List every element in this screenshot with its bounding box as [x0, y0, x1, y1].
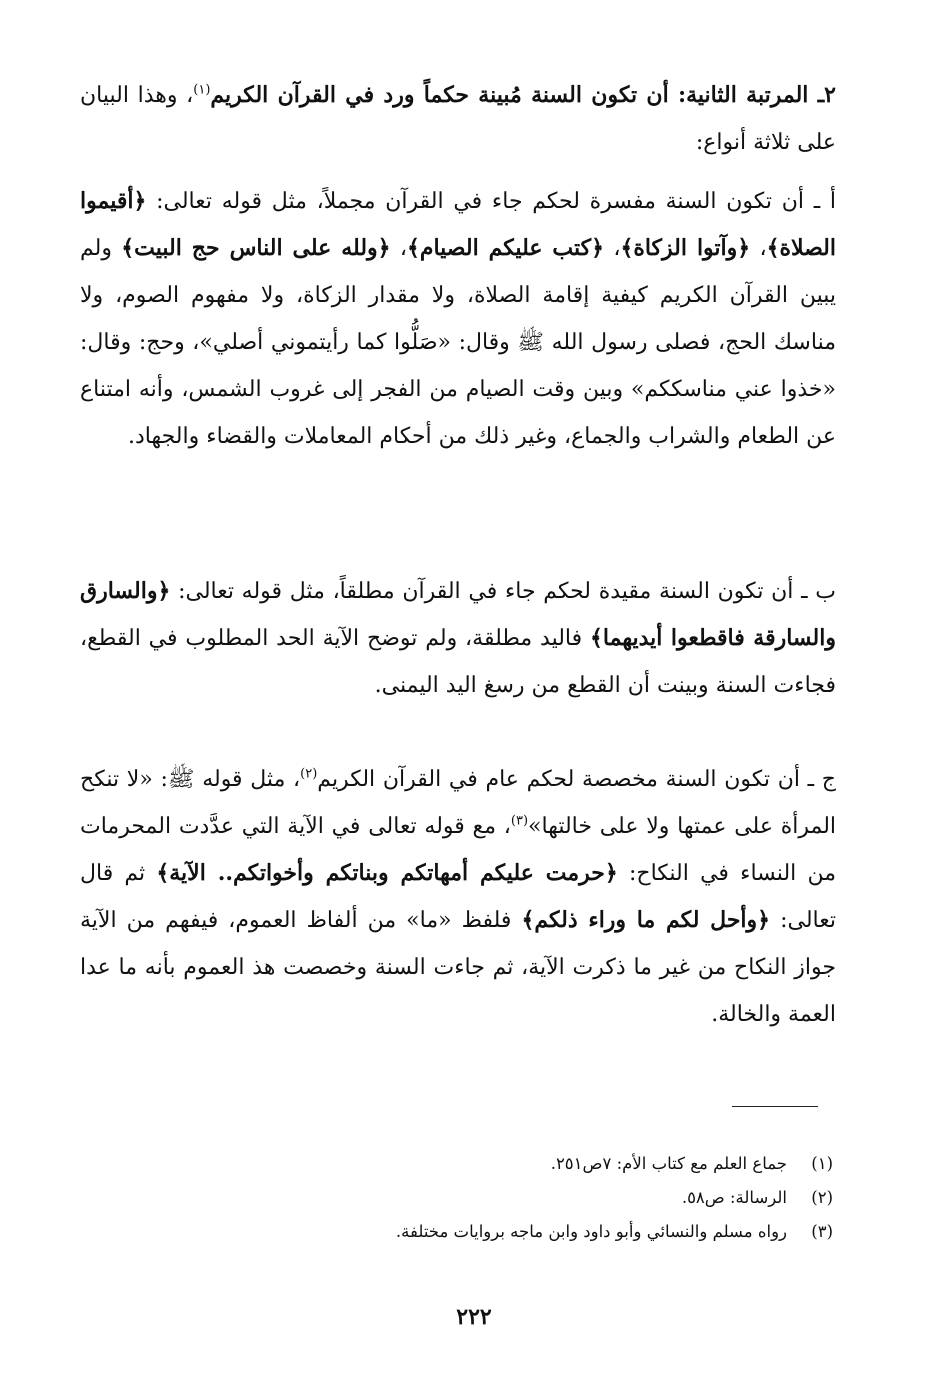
paragraph-text: ، وهذا البيان على ثلاثة أنواع:: [80, 83, 836, 155]
paragraph-text: ٢ـ المرتبة الثانية: أن تكون السنة مُبينة حكماً ورد في القرآن الكريم: [210, 82, 836, 108]
footnote-ref-2: (٢): [300, 766, 318, 782]
paragraph-text: ، مثل قوله ﷺ: «لا تنكح المرأة على عمتها ولا على خالتها»: [80, 767, 837, 839]
quran-quote: ﴿وأحل لكم ما وراء ذلكم﴾: [521, 907, 771, 933]
page-number: ٢٢٢: [456, 1304, 492, 1330]
paragraph-type-a: [80, 178, 836, 460]
quran-quote: ﴿ولله على الناس حج البيت﴾: [121, 235, 391, 261]
footnote-text: جماع العلم مع كتاب الأم: ٧ص٢٥١.: [550, 1154, 787, 1173]
paragraph-text: فاليد مطلقة، ولم توضح الآية الحد المطلوب في القطع، فجاءت السنة وبينت أن القطع من رسغ اليد اليمنى.: [80, 626, 836, 698]
footnote-text: الرسالة: ص٥٨.: [681, 1188, 787, 1207]
paragraph-text: ثم قال تعالى:: [80, 861, 836, 933]
footnote-number: (٢): [811, 1188, 833, 1207]
footnote-3: [80, 1215, 833, 1249]
paragraph-text: ،: [750, 236, 767, 261]
paragraph-text: أ ـ أن تكون السنة مفسرة لحكم جاء في القرآن مجملاً، مثل قوله تعالى:: [146, 189, 836, 214]
footnote-ref-1: (١): [193, 82, 211, 98]
footnote-divider: [732, 1106, 818, 1107]
quran-quote: ﴿والسارق والسارقة فاقطعوا أيديهما﴾: [80, 578, 836, 651]
quran-quote: ﴿كتب عليكم الصيام﴾: [406, 235, 605, 261]
footnote-number: (٣): [811, 1222, 833, 1241]
paragraph-second-rank: [80, 72, 836, 166]
footnote-ref-3: (٣): [510, 813, 529, 829]
footnote-text: رواه مسلم والنسائي وأبو داود وابن ماجه بروايات مختلفة.: [395, 1222, 787, 1241]
quran-quote: ﴿حرمت عليكم أمهاتكم وبناتكم وأخواتكم.. الآية﴾: [156, 860, 618, 886]
footnote-2: [80, 1181, 833, 1215]
paragraph-text: ، مع قوله تعالى في الآية التي عدَّدت المحرمات من النساء في النكاح:: [80, 814, 836, 886]
quran-quote: ﴿وآتوا الزكاة﴾: [620, 235, 751, 261]
paragraph-text: ولم يبين القرآن الكريم كيفية إقامة الصلاة، ولا مقدار الزكاة، ولا مفهوم الصوم، ولا مناسك الحج، فصلى رسول الله ﷺ وقال: «صَلُّوا كما رأيتموني أصلي»، وحج: وقال: «خذوا عني مناسككم» وبين وقت الصيام من الفجر إلى غروب الشمس، وأنه امتناع عن الطعام والشراب والجماع، وغير ذلك من أحكام المعاملات والقضاء والجهاد.: [80, 236, 836, 449]
footnote-number: (١): [811, 1154, 833, 1173]
paragraph-text: ب ـ أن تكون السنة مقيدة لحكم جاء في القرآن مطلقاً، مثل قوله تعالى:: [170, 579, 836, 604]
paragraph-type-c: [80, 756, 836, 1038]
paragraph-text: ج ـ أن تكون السنة مخصصة لحكم عام في القرآن الكريم: [317, 767, 836, 792]
paragraph-type-b: [80, 568, 836, 709]
paragraph-text: فلفظ «ما» من ألفاظ العموم، فيفهم من الآية جواز النكاح من غير ما ذكرت الآية، ثم جاءت السنة وخصصت هذ العموم بأنه ما عدا العمة والخالة.: [80, 908, 836, 1027]
footnote-1: [80, 1147, 833, 1181]
quran-quote: ﴿أقيموا الصلاة﴾: [80, 188, 836, 261]
paragraph-text: ،: [390, 236, 407, 261]
paragraph-text: ،: [604, 236, 621, 261]
